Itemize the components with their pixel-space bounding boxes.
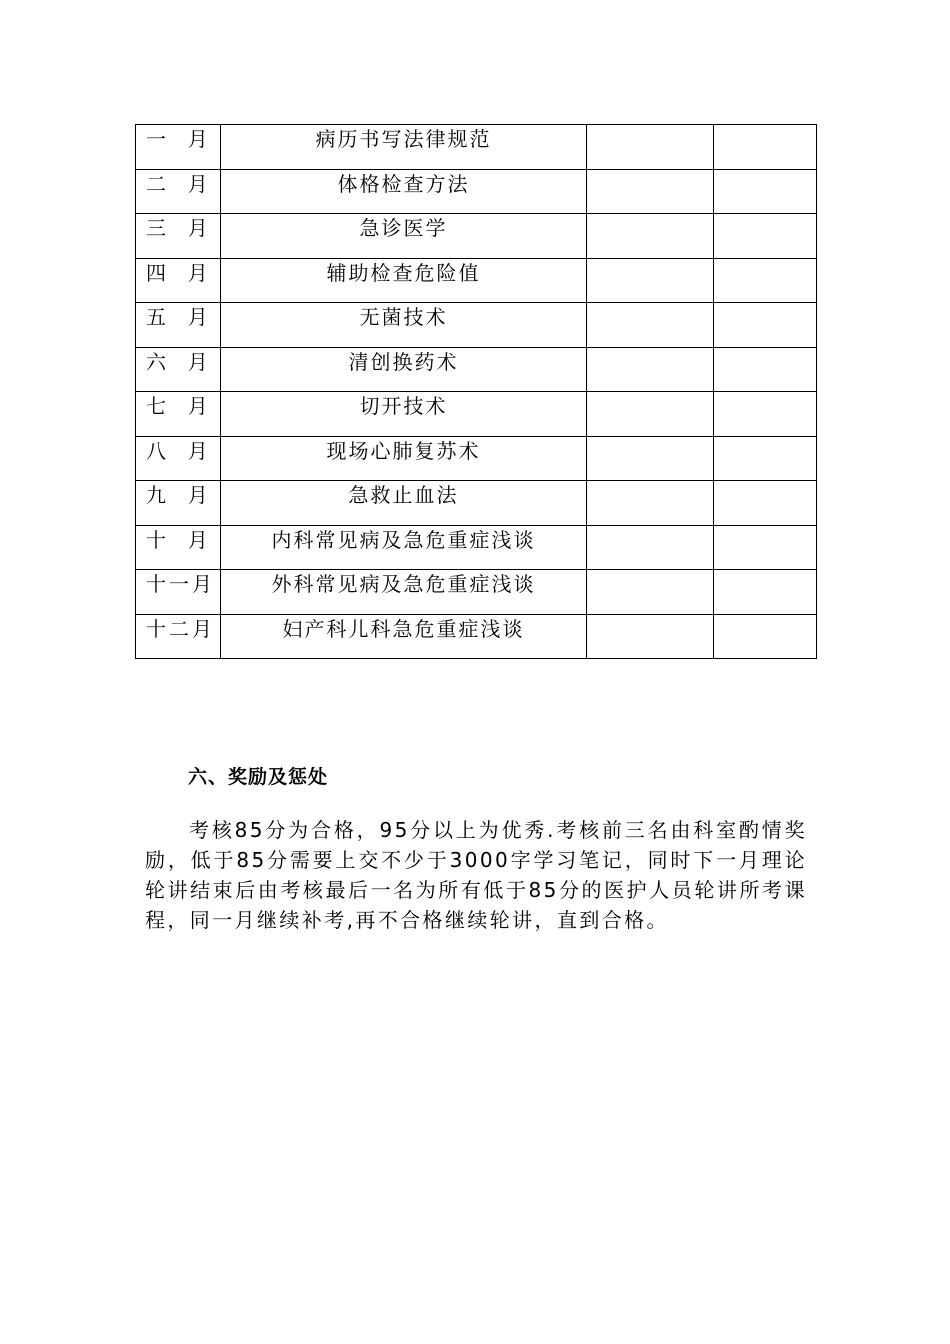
topic-cell: 清创换药术: [221, 347, 587, 392]
schedule-table-body: [136, 125, 817, 659]
topic-cell: 无菌技术: [221, 303, 587, 348]
table-row: [136, 436, 817, 481]
topic-cell: 辅助检查危险值: [221, 258, 587, 303]
table-row: [136, 125, 817, 170]
topic-cell: 妇产科儿科急危重症浅谈: [221, 614, 587, 659]
month-cell: 五 月: [136, 303, 221, 348]
month-cell: 十二月: [136, 614, 221, 659]
empty-cell: [714, 436, 817, 481]
empty-cell: [587, 214, 714, 259]
table-row: [136, 392, 817, 437]
topic-cell: 急救止血法: [221, 481, 587, 526]
empty-cell: [587, 525, 714, 570]
empty-cell: [714, 525, 817, 570]
month-cell: 七 月: [136, 392, 221, 437]
section-heading: 六、奖励及惩处: [188, 766, 329, 788]
empty-cell: [714, 258, 817, 303]
topic-cell: 内科常见病及急危重症浅谈: [221, 525, 587, 570]
month-cell: 三 月: [136, 214, 221, 259]
empty-cell: [714, 614, 817, 659]
empty-cell: [587, 392, 714, 437]
empty-cell: [714, 214, 817, 259]
month-cell: 一 月: [136, 125, 221, 170]
topic-cell: 急诊医学: [221, 214, 587, 259]
empty-cell: [587, 125, 714, 170]
table-row: [136, 258, 817, 303]
month-cell: 六 月: [136, 347, 221, 392]
month-cell: 十一月: [136, 570, 221, 615]
month-cell: 十 月: [136, 525, 221, 570]
empty-cell: [587, 303, 714, 348]
month-cell: 九 月: [136, 481, 221, 526]
empty-cell: [587, 258, 714, 303]
topic-cell: 切开技术: [221, 392, 587, 437]
table-row: [136, 525, 817, 570]
topic-cell: 现场心肺复苏术: [221, 436, 587, 481]
training-schedule-table: [135, 124, 817, 659]
table-row: [136, 214, 817, 259]
empty-cell: [714, 570, 817, 615]
empty-cell: [714, 392, 817, 437]
month-cell: 二 月: [136, 169, 221, 214]
empty-cell: [587, 169, 714, 214]
empty-cell: [714, 169, 817, 214]
table-row: [136, 614, 817, 659]
body-paragraph: 考核85分为合格，95分以上为优秀.考核前三名由科室酌情奖励，低于85分需要上交不少于3000字学习笔记，同时下一月理论轮讲结束后由考核最后一名为所有低于85分的医护人员轮讲所考课程，同一月继续补考,再不合格继续轮讲，直到合格。: [145, 818, 807, 932]
empty-cell: [587, 436, 714, 481]
empty-cell: [587, 347, 714, 392]
table-row: [136, 303, 817, 348]
table-row: [136, 570, 817, 615]
topic-cell: 体格检查方法: [221, 169, 587, 214]
table-row: [136, 169, 817, 214]
empty-cell: [587, 570, 714, 615]
month-cell: 八 月: [136, 436, 221, 481]
month-cell: 四 月: [136, 258, 221, 303]
table-row: [136, 347, 817, 392]
topic-cell: 病历书写法律规范: [221, 125, 587, 170]
empty-cell: [714, 481, 817, 526]
topic-cell: 外科常见病及急危重症浅谈: [221, 570, 587, 615]
table-row: [136, 481, 817, 526]
empty-cell: [587, 481, 714, 526]
empty-cell: [714, 303, 817, 348]
empty-cell: [714, 347, 817, 392]
empty-cell: [714, 125, 817, 170]
empty-cell: [587, 614, 714, 659]
